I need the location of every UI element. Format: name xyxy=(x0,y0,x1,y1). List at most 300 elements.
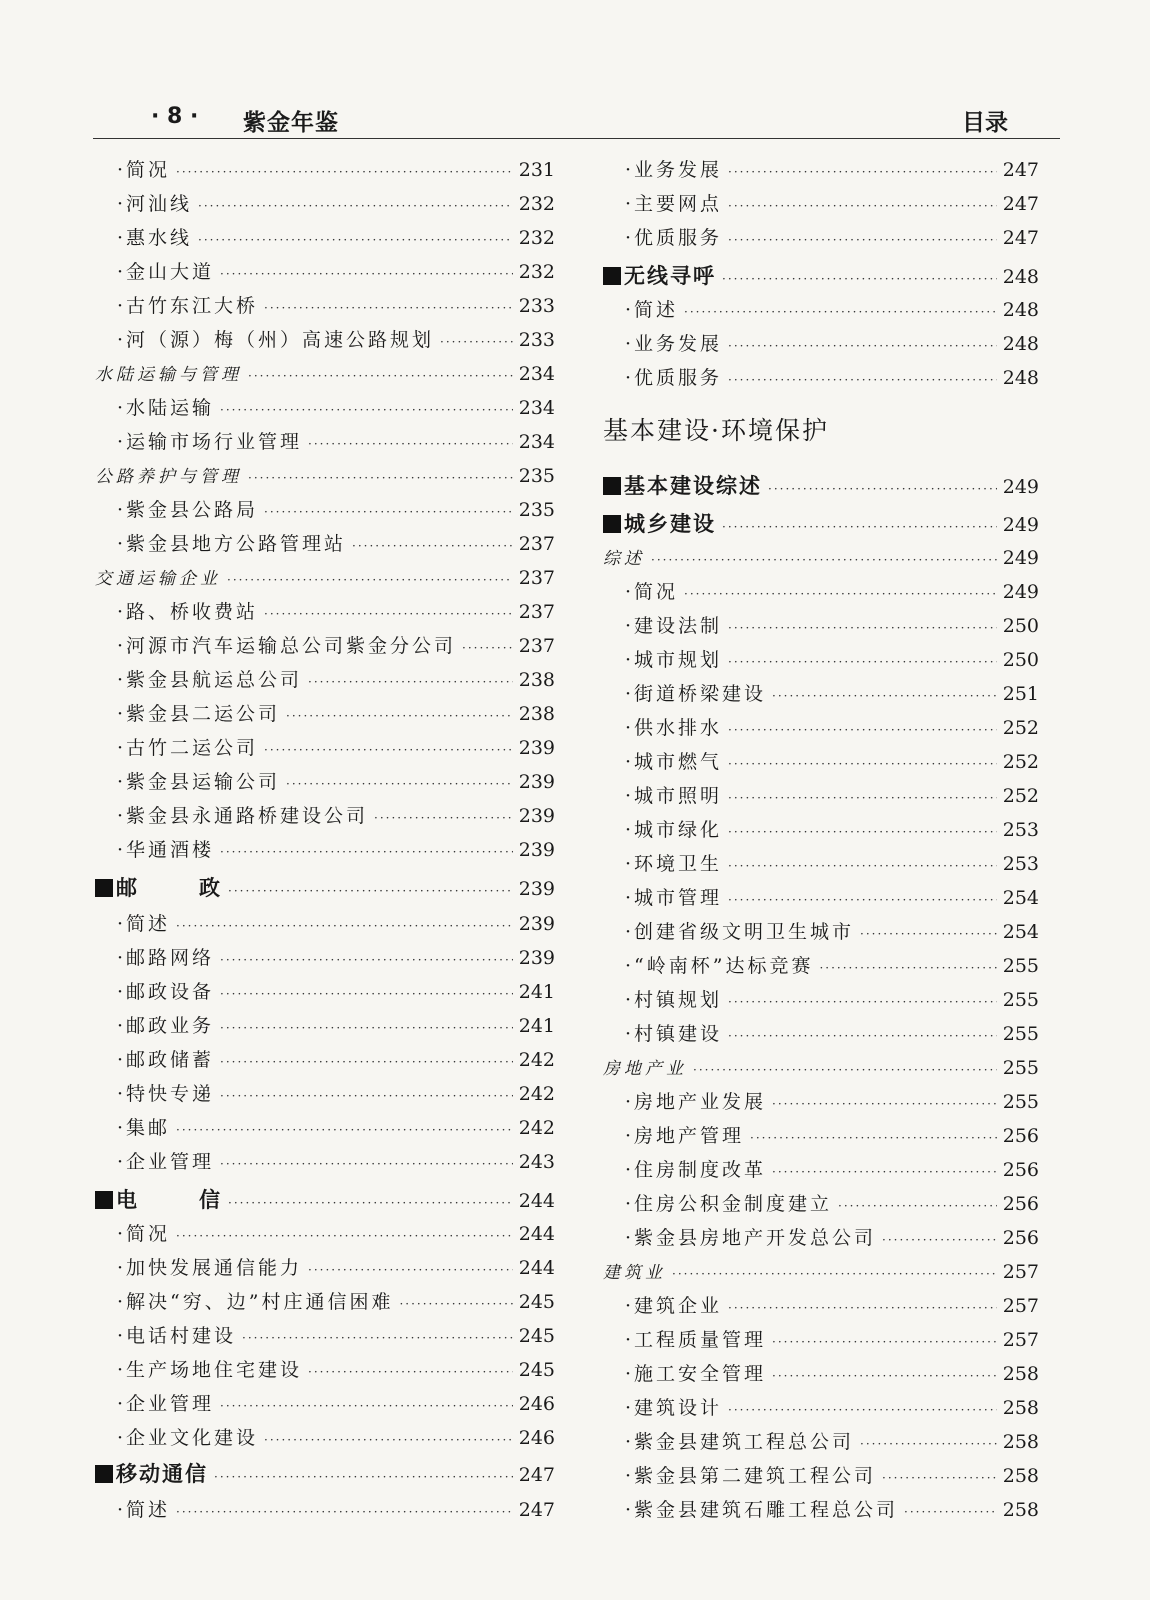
toc-item xyxy=(603,1498,1039,1524)
toc-page-number: 253 xyxy=(1002,853,1039,875)
dot-leader xyxy=(228,879,513,903)
toc-item xyxy=(603,1464,1039,1490)
page-number: · 8 · xyxy=(151,104,199,129)
toc-label: ·紫金县二运公司 xyxy=(117,703,281,725)
dot-leader xyxy=(728,1296,997,1320)
toc-item xyxy=(95,1324,555,1350)
toc-page-number: 241 xyxy=(518,981,555,1003)
dot-leader xyxy=(220,1084,513,1108)
dot-leader xyxy=(462,636,513,660)
toc-page-number: 255 xyxy=(1002,989,1039,1011)
toc-label: ·城市绿化 xyxy=(625,819,723,841)
dot-leader xyxy=(672,1262,997,1286)
toc-item xyxy=(95,804,555,830)
toc-item xyxy=(603,1328,1039,1354)
dot-leader xyxy=(819,956,996,980)
dot-leader xyxy=(264,602,513,626)
toc-page-number: 255 xyxy=(1002,955,1039,977)
toc-label: ·加快发展通信能力 xyxy=(117,1257,303,1279)
toc-page-number: 250 xyxy=(1002,649,1039,671)
dot-leader xyxy=(308,1258,513,1282)
page-header xyxy=(93,100,1060,139)
toc-label: ·邮政储蓄 xyxy=(117,1049,215,1071)
toc-page-number: 256 xyxy=(1002,1227,1039,1249)
toc-item xyxy=(603,332,1039,358)
toc-item xyxy=(603,1090,1039,1116)
toc-label: 公路养护与管理 xyxy=(95,467,242,487)
toc-page-number: 239 xyxy=(518,913,555,935)
toc-page-number: 234 xyxy=(518,363,555,385)
toc-item xyxy=(95,328,555,354)
dot-leader xyxy=(308,1360,513,1384)
toc-label: ·城市规划 xyxy=(625,649,723,671)
toc-subsection-entry xyxy=(603,546,1039,572)
toc-item xyxy=(95,1290,555,1316)
toc-page-number: 239 xyxy=(518,737,555,759)
toc-page-number: 237 xyxy=(518,567,555,589)
toc-label: 建筑业 xyxy=(603,1263,666,1283)
dot-leader xyxy=(264,1428,513,1452)
toc-item xyxy=(603,1362,1039,1388)
toc-page-number: 234 xyxy=(518,397,555,419)
toc-item xyxy=(603,818,1039,844)
toc-page-number: 258 xyxy=(1002,1397,1039,1419)
toc-item xyxy=(95,600,555,626)
toc-page-number: 239 xyxy=(518,839,555,861)
toc-item xyxy=(603,1192,1039,1218)
dot-leader xyxy=(248,364,513,388)
toc-page-number: 248 xyxy=(1002,266,1039,288)
square-bullet-icon xyxy=(603,477,621,495)
dot-leader xyxy=(220,840,513,864)
toc-page-number: 244 xyxy=(518,1257,555,1279)
toc-item xyxy=(95,396,555,422)
toc-page-number: 255 xyxy=(1002,1057,1039,1079)
dot-leader xyxy=(728,334,997,358)
dot-leader xyxy=(220,948,513,972)
toc-page-number: 257 xyxy=(1002,1295,1039,1317)
dot-leader xyxy=(722,267,997,291)
toc-item xyxy=(95,1048,555,1074)
toc-label: ·村镇规划 xyxy=(625,989,723,1011)
toc-page-number: 246 xyxy=(518,1393,555,1415)
toc-page-number: 249 xyxy=(1002,476,1039,498)
toc-label: ·金山大道 xyxy=(117,261,215,283)
toc-label: ·优质服务 xyxy=(625,367,723,389)
toc-label: ·紫金县建筑石雕工程总公司 xyxy=(625,1499,899,1521)
toc-label: ·村镇建设 xyxy=(625,1023,723,1045)
toc-label: 城乡建设 xyxy=(624,512,716,536)
toc-label: ·施工安全管理 xyxy=(625,1363,767,1385)
toc-item xyxy=(95,1498,555,1524)
book-title: 紫金年鉴 xyxy=(243,110,339,136)
toc-label: ·简况 xyxy=(117,159,171,181)
dot-leader xyxy=(728,888,997,912)
toc-label: 房地产业 xyxy=(603,1059,687,1079)
toc-page-number: 242 xyxy=(518,1117,555,1139)
toc-label: 电 xyxy=(116,1188,139,1212)
dot-leader xyxy=(374,806,513,830)
toc-label: ·优质服务 xyxy=(625,227,723,249)
dot-leader xyxy=(728,820,997,844)
toc-item xyxy=(603,1022,1039,1048)
toc-page-number: 258 xyxy=(1002,1431,1039,1453)
toc-item xyxy=(603,366,1039,392)
dot-leader xyxy=(838,1194,997,1218)
dot-leader xyxy=(286,704,513,728)
toc-page-number: 249 xyxy=(1002,581,1039,603)
dot-leader xyxy=(728,1398,997,1422)
dot-leader xyxy=(728,194,997,218)
dot-leader xyxy=(772,1160,997,1184)
toc-label: ·城市燃气 xyxy=(625,751,723,773)
toc-label: ·城市管理 xyxy=(625,887,723,909)
toc-label: ·运输市场行业管理 xyxy=(117,431,303,453)
toc-item xyxy=(95,1116,555,1142)
toc-label: ·紫金县永通路桥建设公司 xyxy=(117,805,369,827)
dot-leader xyxy=(860,922,997,946)
dot-leader xyxy=(440,330,513,354)
square-bullet-icon xyxy=(95,1465,113,1483)
dot-leader xyxy=(220,982,513,1006)
toc-label: ·紫金县建筑工程总公司 xyxy=(625,1431,855,1453)
dot-leader xyxy=(693,1058,997,1082)
toc-label: ·路、桥收费站 xyxy=(117,601,259,623)
toc-label: ·紫金县航运总公司 xyxy=(117,669,303,691)
dot-leader xyxy=(728,718,997,742)
dot-leader xyxy=(264,500,513,524)
toc-label: 综述 xyxy=(603,549,645,569)
dot-leader xyxy=(352,534,513,558)
toc-label: ·集邮 xyxy=(117,1117,171,1139)
toc-label: ·紫金县运输公司 xyxy=(117,771,281,793)
toc-label: 无线寻呼 xyxy=(624,264,716,288)
square-bullet-icon xyxy=(603,515,621,533)
toc-page-number: 241 xyxy=(518,1015,555,1037)
dot-leader xyxy=(227,568,513,592)
toc-page-number: 247 xyxy=(1002,193,1039,215)
toc-label: 基本建设综述 xyxy=(624,474,762,498)
dot-leader xyxy=(220,1016,513,1040)
toc-page-number: 245 xyxy=(518,1291,555,1313)
toc-label: 邮 xyxy=(116,876,139,900)
dot-leader xyxy=(176,1118,513,1142)
toc-item xyxy=(603,648,1039,674)
toc-page-number: 248 xyxy=(1002,367,1039,389)
dot-leader xyxy=(728,752,997,776)
toc-major-entry xyxy=(95,1462,555,1489)
toc-page-number: 234 xyxy=(518,431,555,453)
toc-item xyxy=(603,682,1039,708)
toc-page-number: 258 xyxy=(1002,1465,1039,1487)
dot-leader xyxy=(728,160,997,184)
toc-item xyxy=(95,736,555,762)
dot-leader xyxy=(176,160,513,184)
toc-label: ·“岭南杯”达标竞赛 xyxy=(625,955,814,977)
toc-item xyxy=(603,1226,1039,1252)
toc-item xyxy=(95,294,555,320)
toc-page-number: 258 xyxy=(1002,1363,1039,1385)
toc-label: ·房地产业发展 xyxy=(625,1091,767,1113)
toc-page-number: 237 xyxy=(518,635,555,657)
toc-item xyxy=(95,430,555,456)
toc-label: ·解决“穷、边”村庄通信困难 xyxy=(117,1291,394,1313)
toc-item xyxy=(95,192,555,218)
toc-label: ·紫金县房地产开发总公司 xyxy=(625,1227,877,1249)
toc-item xyxy=(95,1014,555,1040)
section-title: 目录 xyxy=(962,110,1008,136)
toc-page-number: 253 xyxy=(1002,819,1039,841)
toc-label: ·住房制度改革 xyxy=(625,1159,767,1181)
dot-leader xyxy=(308,670,513,694)
toc-page-number: 257 xyxy=(1002,1261,1039,1283)
toc-page-number: 239 xyxy=(518,805,555,827)
toc-item xyxy=(95,1082,555,1108)
toc-page-number: 252 xyxy=(1002,785,1039,807)
toc-label-part2: 政 xyxy=(199,876,222,900)
toc-item xyxy=(603,716,1039,742)
toc-label: ·街道桥梁建设 xyxy=(625,683,767,705)
dot-leader xyxy=(772,684,997,708)
toc-page-number: 239 xyxy=(518,947,555,969)
toc-page-number: 238 xyxy=(518,669,555,691)
dot-leader xyxy=(728,786,997,810)
toc-page-number: 252 xyxy=(1002,751,1039,773)
toc-label: ·华通酒楼 xyxy=(117,839,215,861)
toc-item xyxy=(603,1396,1039,1422)
category-heading: 基本建设·环境保护 xyxy=(603,416,829,445)
dot-leader xyxy=(728,650,997,674)
toc-label: ·河源市汽车运输总公司紫金分公司 xyxy=(117,635,457,657)
toc-page-number: 254 xyxy=(1002,887,1039,909)
toc-label: ·企业管理 xyxy=(117,1151,215,1173)
toc-label: ·河（源）梅（州）高速公路规划 xyxy=(117,329,435,351)
toc-page-number: 249 xyxy=(1002,547,1039,569)
toc-label: ·邮政设备 xyxy=(117,981,215,1003)
toc-page-number: 255 xyxy=(1002,1023,1039,1045)
dot-leader xyxy=(904,1500,997,1524)
toc-page-number: 248 xyxy=(1002,333,1039,355)
toc-page-number: 256 xyxy=(1002,1193,1039,1215)
toc-item xyxy=(95,158,555,184)
toc-label: ·简况 xyxy=(117,1223,171,1245)
toc-page-number: 245 xyxy=(518,1325,555,1347)
toc-subsection-entry xyxy=(603,1056,1039,1082)
toc-page-number: 242 xyxy=(518,1049,555,1071)
toc-item xyxy=(95,980,555,1006)
dot-leader xyxy=(242,1326,513,1350)
toc-item xyxy=(603,920,1039,946)
toc-page-number: 247 xyxy=(1002,159,1039,181)
dot-leader xyxy=(684,582,997,606)
toc-page-number: 256 xyxy=(1002,1125,1039,1147)
toc-subsection-entry xyxy=(95,464,555,490)
toc-item xyxy=(95,498,555,524)
toc-label: ·建筑企业 xyxy=(625,1295,723,1317)
toc-item xyxy=(95,226,555,252)
toc-subsection-entry xyxy=(95,566,555,592)
toc-label: ·古竹东江大桥 xyxy=(117,295,259,317)
toc-item xyxy=(95,912,555,938)
toc-label: ·简况 xyxy=(625,581,679,603)
toc-item xyxy=(95,260,555,286)
toc-label: ·城市照明 xyxy=(625,785,723,807)
toc-item xyxy=(603,954,1039,980)
dot-leader xyxy=(264,296,513,320)
dot-leader xyxy=(750,1126,997,1150)
toc-major-entry xyxy=(603,264,1039,291)
toc-page-number: 257 xyxy=(1002,1329,1039,1351)
dot-leader xyxy=(772,1364,997,1388)
dot-leader xyxy=(228,1191,513,1215)
dot-leader xyxy=(286,772,513,796)
toc-item xyxy=(95,634,555,660)
toc-label: ·房地产管理 xyxy=(625,1125,745,1147)
toc-page-number: 243 xyxy=(518,1151,555,1173)
toc-label: ·简述 xyxy=(117,1499,171,1521)
dot-leader xyxy=(728,990,997,1014)
toc-label: ·特快专递 xyxy=(117,1083,215,1105)
toc-item xyxy=(603,750,1039,776)
toc-label: ·邮政业务 xyxy=(117,1015,215,1037)
dot-leader xyxy=(176,1224,513,1248)
toc-label: ·供水排水 xyxy=(625,717,723,739)
toc-major-entry xyxy=(603,512,1039,539)
dot-leader xyxy=(248,466,513,490)
toc-page-number: 247 xyxy=(518,1464,555,1486)
dot-leader xyxy=(198,194,513,218)
toc-page-number: 237 xyxy=(518,533,555,555)
toc-item xyxy=(603,158,1039,184)
toc-page-number: 242 xyxy=(518,1083,555,1105)
toc-page-number: 232 xyxy=(518,261,555,283)
dot-leader xyxy=(768,477,997,501)
toc-label: ·紫金县地方公路管理站 xyxy=(117,533,347,555)
toc-item xyxy=(603,226,1039,252)
toc-label: ·紫金县公路局 xyxy=(117,499,259,521)
dot-leader xyxy=(176,914,513,938)
toc-label: 移动通信 xyxy=(116,1462,208,1486)
dot-leader xyxy=(399,1292,512,1316)
toc-page-number: 235 xyxy=(518,499,555,521)
dot-leader xyxy=(728,368,997,392)
dot-leader xyxy=(728,616,997,640)
toc-page-number: 244 xyxy=(518,1223,555,1245)
toc-page-number: 233 xyxy=(518,329,555,351)
toc-item xyxy=(95,838,555,864)
toc-label: ·企业管理 xyxy=(117,1393,215,1415)
toc-label: ·邮路网络 xyxy=(117,947,215,969)
toc-page-number: 247 xyxy=(518,1499,555,1521)
toc-item xyxy=(95,1426,555,1452)
toc-subsection-entry xyxy=(603,1260,1039,1286)
toc-page-number: 239 xyxy=(518,878,555,900)
toc-page-number: 247 xyxy=(1002,227,1039,249)
toc-page-number: 244 xyxy=(518,1190,555,1212)
toc-label: 水陆运输与管理 xyxy=(95,365,242,385)
toc-page-number: 238 xyxy=(518,703,555,725)
dot-leader xyxy=(214,1465,513,1489)
toc-label: ·简述 xyxy=(117,913,171,935)
dot-leader xyxy=(198,228,513,252)
toc-page-number: 249 xyxy=(1002,514,1039,536)
toc-page-number: 245 xyxy=(518,1359,555,1381)
toc-page-number: 255 xyxy=(1002,1091,1039,1113)
toc-item xyxy=(95,770,555,796)
toc-item xyxy=(603,886,1039,912)
dot-leader xyxy=(728,1024,997,1048)
toc-major-entry xyxy=(95,876,555,903)
toc-item xyxy=(95,1358,555,1384)
toc-label: ·惠水线 xyxy=(117,227,193,249)
square-bullet-icon xyxy=(603,267,621,285)
square-bullet-icon xyxy=(95,879,113,897)
dot-leader xyxy=(264,738,513,762)
toc-label: ·建设法制 xyxy=(625,615,723,637)
toc-item xyxy=(603,192,1039,218)
toc-label: ·简述 xyxy=(625,299,679,321)
dot-leader xyxy=(772,1092,997,1116)
toc-label: ·工程质量管理 xyxy=(625,1329,767,1351)
dot-leader xyxy=(860,1432,997,1456)
toc-item xyxy=(95,946,555,972)
toc-page-number: 233 xyxy=(518,295,555,317)
toc-subsection-entry xyxy=(95,362,555,388)
toc-item xyxy=(95,1256,555,1282)
toc-label: ·环境卫生 xyxy=(625,853,723,875)
toc-page-number: 254 xyxy=(1002,921,1039,943)
dot-leader xyxy=(722,515,997,539)
toc-label: ·古竹二运公司 xyxy=(117,737,259,759)
toc-label: ·电话村建设 xyxy=(117,1325,237,1347)
toc-label: ·创建省级文明卫生城市 xyxy=(625,921,855,943)
dot-leader xyxy=(220,1050,513,1074)
toc-label: ·建筑设计 xyxy=(625,1397,723,1419)
toc-label: 交通运输企业 xyxy=(95,569,221,589)
toc-page-number: 258 xyxy=(1002,1499,1039,1521)
toc-page-number: 235 xyxy=(518,465,555,487)
dot-leader xyxy=(728,854,997,878)
toc-label: ·业务发展 xyxy=(625,333,723,355)
toc-page-number: 250 xyxy=(1002,615,1039,637)
toc-item xyxy=(603,1430,1039,1456)
toc-label: ·生产场地住宅建设 xyxy=(117,1359,303,1381)
toc-item xyxy=(95,1392,555,1418)
square-bullet-icon xyxy=(95,1191,113,1209)
dot-leader xyxy=(684,300,997,324)
toc-item xyxy=(603,784,1039,810)
dot-leader xyxy=(882,1228,997,1252)
toc-label: ·主要网点 xyxy=(625,193,723,215)
toc-item xyxy=(95,532,555,558)
toc-label: ·业务发展 xyxy=(625,159,723,181)
toc-item xyxy=(603,1294,1039,1320)
toc-page-number: 237 xyxy=(518,601,555,623)
toc-page-number: 248 xyxy=(1002,299,1039,321)
toc-item xyxy=(95,702,555,728)
toc-page-number: 252 xyxy=(1002,717,1039,739)
dot-leader xyxy=(651,548,997,572)
toc-item xyxy=(603,1124,1039,1150)
toc-page-number: 239 xyxy=(518,771,555,793)
toc-major-entry xyxy=(95,1188,555,1215)
toc-major-entry xyxy=(603,474,1039,501)
dot-leader xyxy=(308,432,513,456)
dot-leader xyxy=(220,262,513,286)
toc-label: ·紫金县第二建筑工程公司 xyxy=(625,1465,877,1487)
toc-item xyxy=(95,1150,555,1176)
toc-page-number: 246 xyxy=(518,1427,555,1449)
